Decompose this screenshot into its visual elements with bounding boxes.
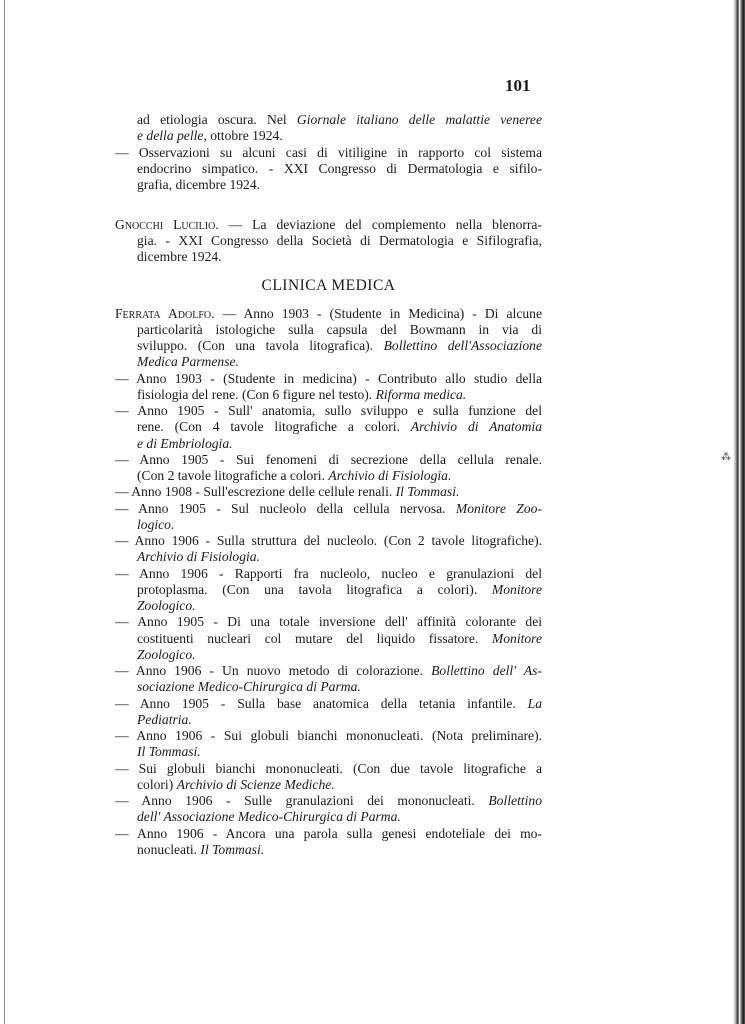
text-line bbox=[115, 842, 542, 858]
journal-title: Monitore bbox=[491, 630, 542, 646]
text-line bbox=[115, 614, 542, 630]
text-line bbox=[115, 809, 542, 825]
text-line bbox=[115, 647, 542, 663]
journal-title: Monitore Zoo- bbox=[455, 500, 542, 516]
text-segment: — Anno 1903 - (Studente in Medicina) - Di alcune bbox=[214, 305, 542, 321]
bibliography-entry bbox=[115, 566, 542, 615]
text-line bbox=[115, 679, 542, 695]
text-segment: nonucleati. bbox=[137, 841, 201, 857]
bibliography-entry bbox=[115, 217, 542, 266]
text-line bbox=[115, 371, 542, 387]
journal-title: Bollettino dell'Associazione bbox=[383, 338, 542, 353]
text-line bbox=[115, 582, 542, 598]
text-line bbox=[115, 598, 542, 614]
bibliography-entry bbox=[115, 826, 542, 859]
journal-title: Bollettino bbox=[488, 793, 542, 808]
text-line bbox=[115, 354, 542, 370]
page-number: 101 bbox=[505, 76, 531, 95]
text-line bbox=[115, 728, 542, 744]
text-segment: — Anno 1906 - Sui globuli bianchi mononucleati. (Nota preliminare). bbox=[115, 728, 542, 743]
bibliography-entry bbox=[115, 452, 542, 485]
bibliography-entry bbox=[115, 728, 542, 761]
journal-title: Medica Parmense. bbox=[137, 354, 239, 370]
text-segment: — Anno 1903 - (Studente in medicina) - Contributo allo studio della bbox=[115, 370, 542, 386]
bibliography-entry bbox=[115, 614, 542, 663]
journal-title: Pediatria. bbox=[137, 711, 192, 727]
text-segment: costituenti nucleari col mutare del liquido fissatore. bbox=[137, 630, 492, 646]
bibliography-entry bbox=[115, 501, 542, 534]
margin-mark: ⁂ bbox=[721, 452, 731, 463]
text-line bbox=[115, 744, 542, 760]
text-segment: — Sui globuli bianchi mononucleati. (Con due tavole litografiche a bbox=[115, 760, 542, 776]
journal-title: Archivio di Anatomia bbox=[410, 419, 542, 435]
bibliography-entry bbox=[115, 112, 542, 145]
bibliography-entry bbox=[115, 403, 542, 452]
text-line bbox=[115, 663, 542, 679]
text-segment: — Anno 1908 - Sull'escrezione delle cellule renali. bbox=[115, 484, 396, 500]
text-line bbox=[115, 761, 542, 777]
text-segment: fisiologia del rene. (Con 6 figure nel testo). bbox=[137, 386, 376, 402]
text-line bbox=[115, 793, 542, 809]
text-line bbox=[115, 338, 542, 354]
journal-title: e di Embriologia. bbox=[137, 435, 233, 451]
bibliography-entry bbox=[115, 761, 542, 794]
text-line bbox=[115, 696, 542, 712]
text-line bbox=[115, 826, 542, 842]
text-line bbox=[115, 177, 542, 193]
text-segment: (Con 2 tavole litografiche a colori. bbox=[137, 468, 329, 483]
bibliography-entry bbox=[115, 533, 542, 566]
text-segment: — Anno 1905 - Sul nucleolo della cellula nervosa. bbox=[115, 500, 456, 516]
text-segment: dicembre 1924. bbox=[137, 249, 222, 265]
bibliography-entry bbox=[115, 696, 542, 729]
text-line bbox=[115, 249, 542, 265]
text-line bbox=[115, 484, 542, 500]
text-line bbox=[115, 777, 542, 793]
text-segment: grafia, dicembre 1924. bbox=[137, 177, 261, 192]
text-line bbox=[115, 468, 542, 484]
text-line bbox=[115, 533, 542, 549]
journal-title: Monitore bbox=[491, 581, 542, 597]
bibliography-entry bbox=[115, 371, 542, 404]
text-segment: — Osservazioni su alcuni casi di vitiligine in rapporto col sistema bbox=[115, 144, 542, 160]
author-name: Gnocchi Lucilio. bbox=[115, 216, 219, 232]
text-line bbox=[115, 217, 542, 233]
text-segment: endocrino simpatico. - XXI Congresso di Dermatologia e sifilo- bbox=[137, 160, 542, 176]
journal-title: sociazione Medico-Chirurgica di Parma. bbox=[137, 679, 361, 695]
journal-title: Il Tommasi. bbox=[200, 841, 265, 857]
text-line bbox=[115, 306, 542, 322]
text-line bbox=[115, 322, 542, 338]
text-segment: gia. - XXI Congresso della Società di Dermatologia e Sifilografia, bbox=[137, 233, 542, 248]
text-line bbox=[115, 403, 542, 419]
text-line bbox=[115, 517, 542, 533]
text-segment: ad etiologia oscura. Nel bbox=[137, 112, 297, 127]
text-segment: — Anno 1906 - Sulle granulazioni dei mononucleati. bbox=[115, 793, 489, 808]
text-line bbox=[115, 145, 542, 161]
page-body bbox=[115, 112, 542, 858]
text-segment: — Anno 1906 - Rapporti fra nucleolo, nucleo e granulazioni del bbox=[115, 565, 542, 581]
journal-title: Il Tommasi. bbox=[395, 484, 460, 500]
text-line bbox=[115, 419, 542, 435]
journal-title: Archivio di Scienze Mediche. bbox=[176, 776, 335, 792]
journal-title: dell' Associazione Medico-Chirurgica di Parma. bbox=[137, 809, 401, 825]
text-segment: colori) bbox=[137, 776, 177, 792]
journal-title: Riforma medica. bbox=[375, 386, 467, 402]
text-segment: — Anno 1905 - Sulla base anatomica della tetania infantile. bbox=[115, 695, 528, 711]
bibliography-entry bbox=[115, 145, 542, 194]
journal-title: logico. bbox=[137, 516, 175, 532]
text-line bbox=[115, 128, 542, 144]
text-segment: protoplasma. (Con una tavola litografica a colori). bbox=[137, 581, 492, 597]
text-line bbox=[115, 436, 542, 452]
bibliography-entry bbox=[115, 663, 542, 696]
journal-title: Bollettino dell' As- bbox=[431, 663, 542, 678]
journal-title: La bbox=[527, 695, 542, 711]
journal-title: e della pelle, bbox=[137, 128, 207, 144]
text-line bbox=[115, 233, 542, 249]
text-segment: — Anno 1906 - Un nuovo metodo di colorazione. bbox=[115, 663, 432, 678]
text-segment: particolarità istologiche sulla capsula del Bowmann in via di bbox=[137, 321, 542, 337]
scan-edge-left bbox=[4, 0, 5, 1024]
journal-title: Il Tommasi. bbox=[137, 744, 201, 760]
bibliography-entry bbox=[115, 793, 542, 826]
text-line bbox=[115, 549, 542, 565]
text-line bbox=[115, 112, 542, 128]
text-segment: rene. (Con 4 tavole litografiche a colori. bbox=[137, 419, 411, 435]
section-heading: CLINICA MEDICA bbox=[261, 276, 396, 294]
journal-title: Giornale italiano delle malattie veneree bbox=[296, 112, 542, 127]
text-line bbox=[115, 452, 542, 468]
scan-edge-right bbox=[733, 0, 745, 1024]
journal-title: Archivio di Fisiologia. bbox=[328, 468, 452, 483]
text-line bbox=[115, 161, 542, 177]
text-line bbox=[115, 501, 542, 517]
text-line bbox=[115, 566, 542, 582]
text-segment: ottobre 1924. bbox=[206, 128, 283, 144]
journal-title: Zoologico. bbox=[137, 646, 196, 662]
bibliography-entry bbox=[115, 306, 542, 371]
text-segment: — Anno 1905 - Sui fenomeni di secrezione della cellula renale. bbox=[115, 451, 542, 467]
text-segment: — Anno 1905 - Di una totale inversione dell' affinità colorante dei bbox=[115, 614, 542, 630]
text-segment: — Anno 1905 - Sull' anatomia, sullo sviluppo e sulla funzione del bbox=[115, 403, 542, 418]
text-line bbox=[115, 631, 542, 647]
text-segment: — Anno 1906 - Sulla struttura del nucleolo. (Con 2 tavole litografiche). bbox=[115, 533, 542, 548]
text-segment: — La deviazione del complemento nella blenorra- bbox=[218, 216, 542, 232]
text-segment: — Anno 1906 - Ancora una parola sulla genesi endoteliale dei mo- bbox=[115, 825, 542, 841]
text-segment: sviluppo. (Con una tavola litografica). bbox=[137, 338, 384, 353]
text-line bbox=[115, 712, 542, 728]
text-line bbox=[115, 387, 542, 403]
spacer bbox=[115, 193, 542, 217]
author-name: Ferrata Adolfo. bbox=[115, 305, 215, 321]
journal-title: Archivio di Fisiologia. bbox=[137, 549, 260, 565]
journal-title: Zoologico. bbox=[137, 598, 196, 613]
bibliography-entry bbox=[115, 484, 542, 500]
